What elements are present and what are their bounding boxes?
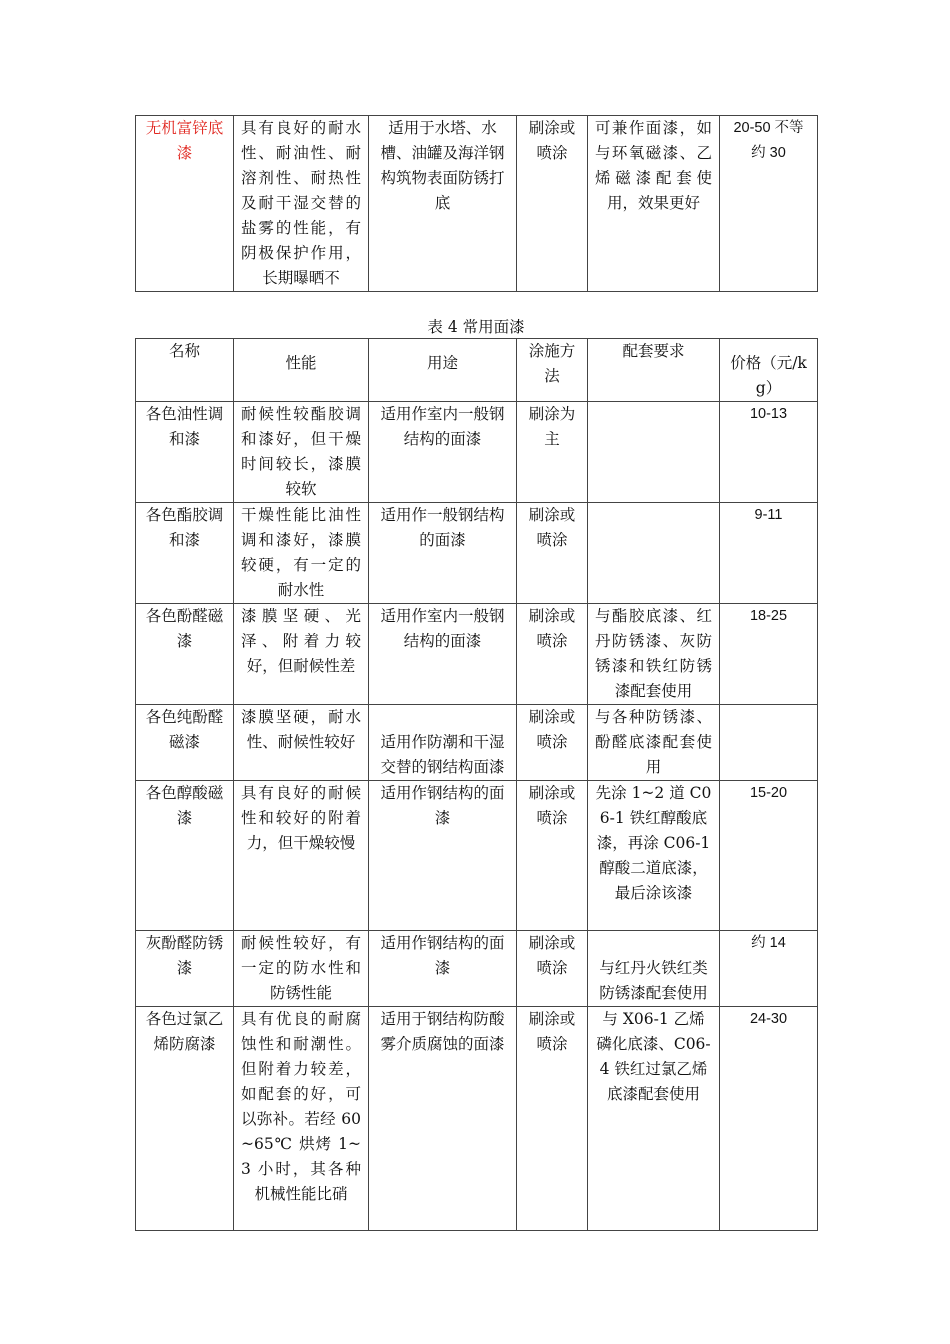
cell-name: 各色酚醛磁漆: [136, 604, 234, 705]
cell-price: 24-30: [720, 1007, 818, 1231]
header-performance: [234, 339, 369, 402]
header-method: 涂施方法: [517, 339, 588, 402]
cell-usage: 适用于水塔、水槽、油罐及海洋钢构筑物表面防锈打底: [369, 116, 517, 292]
header-price-label: 价格（元/kg）: [730, 354, 807, 397]
cell-requirement: 先涂 1~2 道 C06-1 铁红醇酸底漆，再涂 C06-1 醇酸二道底漆，最后涂该漆: [588, 781, 720, 931]
cell-usage: 适用于钢结构防酸雾介质腐蚀的面漆: [369, 1007, 517, 1231]
cell-performance: 耐候性较酯胶调和漆好，但干燥时间较长，漆膜较软: [234, 402, 369, 503]
header-price: [720, 339, 818, 402]
cell-usage: 适用作钢结构的面漆: [369, 781, 517, 931]
cell-name: 灰酚醛防锈漆: [136, 931, 234, 1007]
header-performance-label: 性能: [285, 354, 317, 372]
cell-usage-text: 适用作防潮和干湿交替的钢结构面漆: [380, 733, 505, 776]
cell-method: 刷涂或喷涂: [517, 604, 588, 705]
header-requirement: 配套要求: [588, 339, 720, 402]
cell-usage: 适用作一般钢结构的面漆: [369, 503, 517, 604]
cell-requirement-text: 与红丹火铁红类防锈漆配套使用: [599, 959, 708, 1002]
cell-requirement: [588, 503, 720, 604]
cell-requirement: 与酯胶底漆、红丹防锈漆、灰防锈漆和铁红防锈漆配套使用: [588, 604, 720, 705]
cell-method: 刷涂或喷涂: [517, 503, 588, 604]
cell-name: 各色纯酚醛磁漆: [136, 705, 234, 781]
cell-usage: [369, 705, 517, 781]
cell-price: [720, 705, 818, 781]
cell-name: 各色醇酸磁漆: [136, 781, 234, 931]
table-caption: 表 4 常用面漆: [427, 318, 525, 336]
table-row: [136, 1007, 818, 1231]
header-usage-label: 用途: [426, 354, 458, 372]
cell-price: 18-25: [720, 604, 818, 705]
cell-requirement: 可兼作面漆，如与环氧磁漆、乙烯磁漆配套使用，效果更好: [588, 116, 720, 292]
table-row: [136, 116, 818, 292]
cell-name: 各色酯胶调和漆: [136, 503, 234, 604]
table-row: [136, 705, 818, 781]
cell-requirement: 与各种防锈漆、酚醛底漆配套使用: [588, 705, 720, 781]
table-row: [136, 781, 818, 931]
table-row: [136, 402, 818, 503]
cell-performance: 具有优良的耐腐蚀性和耐潮性。但附着力较差，如配套的好，可以弥补。若经 60~65℃ 烘烤 1~3 小时，其各种机械性能比硝: [234, 1007, 369, 1231]
cell-price: 10-13: [720, 402, 818, 503]
table-primer-continued: [135, 115, 818, 292]
cell-requirement: [588, 402, 720, 503]
header-name: 名称: [136, 339, 234, 402]
table-common-topcoats: [135, 338, 818, 1231]
table-row: [136, 604, 818, 705]
cell-requirement: [588, 931, 720, 1007]
cell-usage: 适用作室内一般钢结构的面漆: [369, 402, 517, 503]
cell-method: 刷涂为主: [517, 402, 588, 503]
cell-usage: 适用作钢结构的面漆: [369, 931, 517, 1007]
cell-performance: 漆膜坚硬，耐水性、耐候性较好: [234, 705, 369, 781]
cell-name: 各色油性调和漆: [136, 402, 234, 503]
cell-performance: 漆膜坚硬、光泽、附着力较好，但耐候性差: [234, 604, 369, 705]
cell-price: 20-50 不等约 30: [720, 116, 818, 292]
header-row: [136, 339, 818, 402]
cell-method: 刷涂或喷涂: [517, 705, 588, 781]
cell-method: 刷涂或喷涂: [517, 781, 588, 931]
cell-price: 9-11: [720, 503, 818, 604]
cell-name: 无机富锌底漆: [136, 116, 234, 292]
cell-requirement: 与 X06-1 乙烯磷化底漆、C06-4 铁红过氯乙烯底漆配套使用: [588, 1007, 720, 1231]
cell-name: 各色过氯乙烯防腐漆: [136, 1007, 234, 1231]
cell-performance: 耐候性较好，有一定的防水性和防锈性能: [234, 931, 369, 1007]
table-row: [136, 931, 818, 1007]
cell-performance: 具有良好的耐候性和较好的附着力，但干燥较慢: [234, 781, 369, 931]
table-row: [136, 503, 818, 604]
cell-method: 刷涂或喷涂: [517, 116, 588, 292]
cell-performance: 干燥性能比油性调和漆好，漆膜较硬，有一定的耐水性: [234, 503, 369, 604]
cell-usage: 适用作室内一般钢结构的面漆: [369, 604, 517, 705]
cell-price: 约 14: [720, 931, 818, 1007]
header-usage: [369, 339, 517, 402]
cell-method: 刷涂或喷涂: [517, 1007, 588, 1231]
cell-price: 15-20: [720, 781, 818, 931]
cell-performance: 具有良好的耐水性、耐油性、耐溶剂性、耐热性及耐干湿交替的盐雾的性能，有阴极保护作用，长期曝晒不: [234, 116, 369, 292]
cell-method: 刷涂或喷涂: [517, 931, 588, 1007]
